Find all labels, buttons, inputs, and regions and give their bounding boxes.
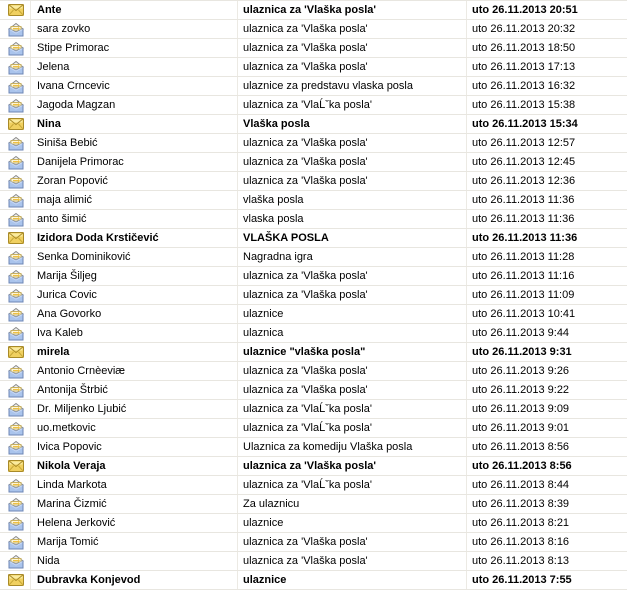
message-icon-cell: [0, 1, 31, 19]
message-row[interactable]: [0, 400, 627, 419]
message-row[interactable]: [0, 191, 627, 210]
open-envelope-icon: [8, 174, 24, 189]
received-date: uto 26.11.2013 7:55: [472, 574, 572, 586]
message-row[interactable]: [0, 324, 627, 343]
sender-name: Marija Tomić: [31, 533, 238, 551]
sender-name: Stipe Primorac: [31, 39, 238, 57]
message-icon-cell: [0, 172, 31, 190]
subject-text: ulaznice: [238, 571, 467, 589]
open-envelope-icon: [8, 497, 24, 512]
subject-text: ulaznica za 'Vlaška posla': [238, 267, 467, 285]
message-row[interactable]: [0, 39, 627, 58]
message-row[interactable]: [0, 343, 627, 362]
sender-name: Nida: [31, 552, 238, 570]
open-envelope-icon: [8, 364, 24, 379]
message-icon-cell: [0, 153, 31, 171]
message-icon-cell: [0, 343, 31, 361]
subject-text: ulaznica za 'Vlaška posla': [238, 1, 467, 19]
sender-name: maja alimić: [31, 191, 238, 209]
message-icon-cell: [0, 20, 31, 38]
closed-envelope-icon: [8, 232, 24, 244]
sender-name: Zoran Popović: [31, 172, 238, 190]
received-date: uto 26.11.2013 9:22: [472, 384, 570, 396]
received-date: uto 26.11.2013 11:36: [472, 213, 575, 225]
subject-text: ulaznica za 'VlaĹˇka posla': [238, 400, 467, 418]
message-icon-cell: [0, 571, 31, 589]
open-envelope-icon: [8, 288, 24, 303]
sender-name: Antonio Crnèeviæ: [31, 362, 238, 380]
open-envelope-icon: [8, 60, 24, 75]
message-row[interactable]: [0, 476, 627, 495]
received-date: uto 26.11.2013 11:28: [472, 251, 575, 263]
sender-name: Dr. Miljenko Ljubić: [31, 400, 238, 418]
received-date: uto 26.11.2013 8:13: [472, 555, 570, 567]
message-row[interactable]: [0, 229, 627, 248]
received-date: uto 26.11.2013 9:09: [472, 403, 570, 415]
message-row[interactable]: [0, 305, 627, 324]
sender-name: Linda Markota: [31, 476, 238, 494]
sender-name: sara zovko: [31, 20, 238, 38]
subject-text: ulaznica za 'Vlaška posla': [238, 172, 467, 190]
closed-envelope-icon: [8, 460, 24, 472]
received-date: uto 26.11.2013 17:13: [472, 61, 576, 73]
open-envelope-icon: [8, 440, 24, 455]
received-date: uto 26.11.2013 11:36: [472, 232, 578, 244]
received-date: uto 26.11.2013 8:56: [472, 460, 572, 472]
open-envelope-icon: [8, 516, 24, 531]
sender-name: Helena Jerković: [31, 514, 238, 532]
subject-text: ulaznica za 'VlaĹˇka posla': [238, 419, 467, 437]
message-row[interactable]: [0, 571, 627, 590]
message-icon-cell: [0, 400, 31, 418]
open-envelope-icon: [8, 402, 24, 417]
subject-text: Za ulaznicu: [238, 495, 467, 513]
subject-text: ulaznica za 'Vlaška posla': [238, 20, 467, 38]
open-envelope-icon: [8, 250, 24, 265]
received-date: uto 26.11.2013 15:38: [472, 99, 576, 111]
message-icon-cell: [0, 476, 31, 494]
subject-text: ulaznica za 'Vlaška posla': [238, 58, 467, 76]
message-icon-cell: [0, 305, 31, 323]
message-row[interactable]: [0, 20, 627, 39]
message-row[interactable]: [0, 495, 627, 514]
message-row[interactable]: [0, 362, 627, 381]
subject-text: ulaznica za 'Vlaška posla': [238, 362, 467, 380]
received-date: uto 26.11.2013 9:01: [472, 422, 570, 434]
message-icon-cell: [0, 514, 31, 532]
received-date: uto 26.11.2013 9:44: [472, 327, 570, 339]
received-date: uto 26.11.2013 11:09: [472, 289, 575, 301]
sender-name: Danijela Primorac: [31, 153, 238, 171]
received-date: uto 26.11.2013 9:26: [472, 365, 570, 377]
received-date: uto 26.11.2013 12:36: [472, 175, 576, 187]
subject-text: vlaska posla: [238, 210, 467, 228]
subject-text: VLAŠKA POSLA: [238, 229, 467, 247]
subject-text: ulaznica za 'Vlaška posla': [238, 533, 467, 551]
message-icon-cell: [0, 533, 31, 551]
open-envelope-icon: [8, 79, 24, 94]
message-row[interactable]: [0, 286, 627, 305]
received-date: uto 26.11.2013 16:32: [472, 80, 576, 92]
received-date: uto 26.11.2013 12:57: [472, 137, 576, 149]
sender-name: Jagoda Magzan: [31, 96, 238, 114]
subject-text: Ulaznica za komediju Vlaška posla: [238, 438, 467, 456]
open-envelope-icon: [8, 41, 24, 56]
open-envelope-icon: [8, 535, 24, 550]
received-date: uto 26.11.2013 10:41: [472, 308, 576, 320]
message-row[interactable]: [0, 77, 627, 96]
message-icon-cell: [0, 419, 31, 437]
closed-envelope-icon: [8, 118, 24, 130]
subject-text: Nagradna igra: [238, 248, 467, 266]
received-date: uto 26.11.2013 11:36: [472, 194, 575, 206]
message-icon-cell: [0, 229, 31, 247]
message-row[interactable]: [0, 267, 627, 286]
sender-name: mirela: [31, 343, 238, 361]
subject-text: Vlaška posla: [238, 115, 467, 133]
sender-name: Senka Dominiković: [31, 248, 238, 266]
sender-name: Marina Čizmić: [31, 495, 238, 513]
open-envelope-icon: [8, 155, 24, 170]
sender-name: anto šimić: [31, 210, 238, 228]
message-row[interactable]: [0, 96, 627, 115]
sender-name: Izidora Doda Krstičević: [31, 229, 238, 247]
closed-envelope-icon: [8, 574, 24, 586]
message-row[interactable]: [0, 172, 627, 191]
received-date: uto 26.11.2013 8:39: [472, 498, 570, 510]
message-icon-cell: [0, 39, 31, 57]
subject-text: ulaznice: [238, 305, 467, 323]
message-icon-cell: [0, 438, 31, 456]
closed-envelope-icon: [8, 4, 24, 16]
message-row[interactable]: [0, 514, 627, 533]
open-envelope-icon: [8, 193, 24, 208]
received-date: uto 26.11.2013 20:51: [472, 4, 578, 16]
sender-name: Siniša Bebić: [31, 134, 238, 152]
message-icon-cell: [0, 96, 31, 114]
message-icon-cell: [0, 495, 31, 513]
sender-name: Iva Kaleb: [31, 324, 238, 342]
received-date: uto 26.11.2013 8:21: [472, 517, 570, 529]
received-date: uto 26.11.2013 11:16: [472, 270, 575, 282]
open-envelope-icon: [8, 269, 24, 284]
message-row[interactable]: [0, 248, 627, 267]
sender-name: uo.metkovic: [31, 419, 238, 437]
subject-text: ulaznica za 'Vlaška posla': [238, 552, 467, 570]
open-envelope-icon: [8, 212, 24, 227]
subject-text: ulaznica za 'Vlaška posla': [238, 153, 467, 171]
closed-envelope-icon: [8, 346, 24, 358]
message-icon-cell: [0, 362, 31, 380]
open-envelope-icon: [8, 383, 24, 398]
received-date: uto 26.11.2013 8:16: [472, 536, 570, 548]
open-envelope-icon: [8, 326, 24, 341]
open-envelope-icon: [8, 478, 24, 493]
message-icon-cell: [0, 381, 31, 399]
message-row[interactable]: [0, 381, 627, 400]
received-date: uto 26.11.2013 18:50: [472, 42, 576, 54]
message-row[interactable]: [0, 552, 627, 571]
message-icon-cell: [0, 324, 31, 342]
received-date: uto 26.11.2013 8:44: [472, 479, 570, 491]
sender-name: Nikola Veraja: [31, 457, 238, 475]
subject-text: ulaznica za 'Vlaška posla': [238, 381, 467, 399]
subject-text: ulaznice za predstavu vlaska posla: [238, 77, 467, 95]
message-icon-cell: [0, 248, 31, 266]
subject-text: ulaznica za 'Vlaška posla': [238, 286, 467, 304]
sender-name: Ivana Crncevic: [31, 77, 238, 95]
open-envelope-icon: [8, 307, 24, 322]
open-envelope-icon: [8, 22, 24, 37]
sender-name: Ana Govorko: [31, 305, 238, 323]
message-row[interactable]: [0, 533, 627, 552]
subject-text: vlaška posla: [238, 191, 467, 209]
message-icon-cell: [0, 58, 31, 76]
received-date: uto 26.11.2013 8:56: [472, 441, 570, 453]
received-date: uto 26.11.2013 9:31: [472, 346, 572, 358]
received-date: uto 26.11.2013 15:34: [472, 118, 578, 130]
sender-name: Ante: [31, 1, 238, 19]
message-row[interactable]: [0, 1, 627, 20]
message-icon-cell: [0, 210, 31, 228]
received-date: uto 26.11.2013 12:45: [472, 156, 576, 168]
message-row[interactable]: [0, 210, 627, 229]
message-icon-cell: [0, 286, 31, 304]
message-icon-cell: [0, 457, 31, 475]
message-row[interactable]: [0, 153, 627, 172]
sender-name: Nina: [31, 115, 238, 133]
message-row[interactable]: [0, 419, 627, 438]
sender-name: Jurica Covic: [31, 286, 238, 304]
subject-text: ulaznica za 'VlaĹˇka posla': [238, 476, 467, 494]
message-row[interactable]: [0, 457, 627, 476]
message-icon-cell: [0, 115, 31, 133]
subject-text: ulaznica: [238, 324, 467, 342]
sender-name: Ivica Popovic: [31, 438, 238, 456]
open-envelope-icon: [8, 554, 24, 569]
message-icon-cell: [0, 77, 31, 95]
open-envelope-icon: [8, 421, 24, 436]
subject-text: ulaznica za 'Vlaška posla': [238, 134, 467, 152]
subject-text: ulaznice "vlaška posla": [238, 343, 467, 361]
received-date: uto 26.11.2013 20:32: [472, 23, 576, 35]
message-row[interactable]: [0, 438, 627, 457]
message-icon-cell: [0, 267, 31, 285]
sender-name: Jelena: [31, 58, 238, 76]
message-row[interactable]: [0, 134, 627, 153]
sender-name: Antonija Štrbić: [31, 381, 238, 399]
subject-text: ulaznica za 'VlaĹˇka posla': [238, 96, 467, 114]
open-envelope-icon: [8, 136, 24, 151]
sender-name: Dubravka Konjevod: [31, 571, 238, 589]
message-icon-cell: [0, 134, 31, 152]
sender-name: Marija Šiljeg: [31, 267, 238, 285]
message-row[interactable]: [0, 115, 627, 134]
subject-text: ulaznice: [238, 514, 467, 532]
message-row[interactable]: [0, 58, 627, 77]
subject-text: ulaznica za 'Vlaška posla': [238, 457, 467, 475]
message-icon-cell: [0, 191, 31, 209]
subject-text: ulaznica za 'Vlaška posla': [238, 39, 467, 57]
message-icon-cell: [0, 552, 31, 570]
open-envelope-icon: [8, 98, 24, 113]
